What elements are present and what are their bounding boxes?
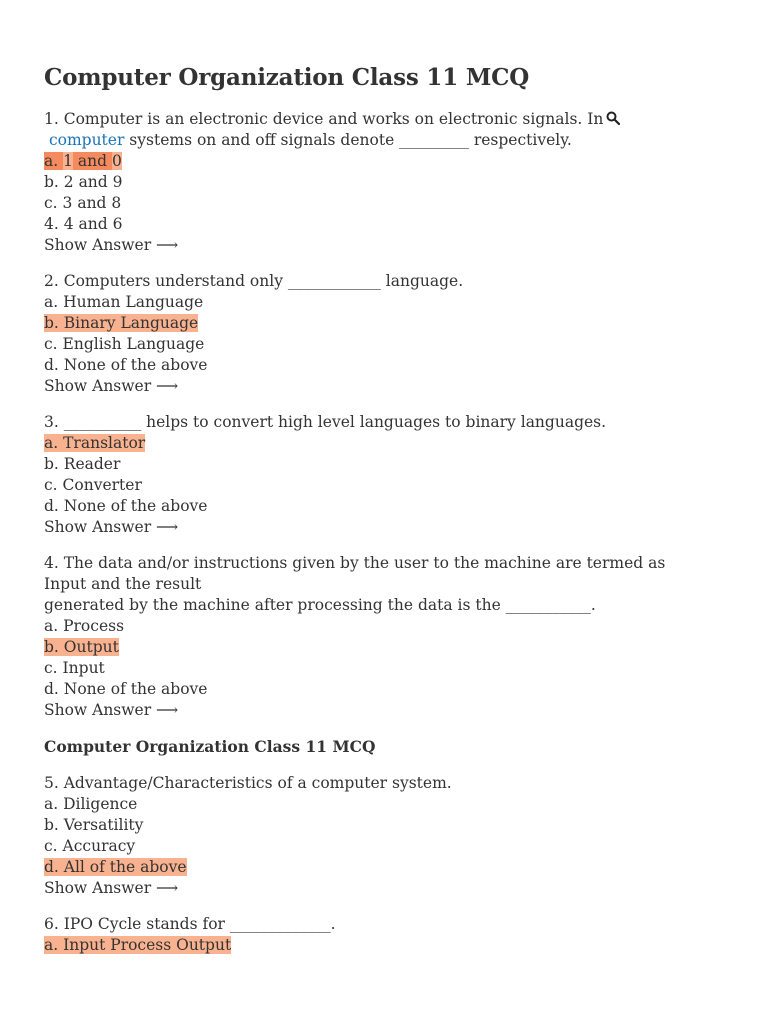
question-6-text: 6. IPO Cycle stands for _____________. [44,915,336,933]
question-4-option-b [44,637,724,658]
question-4-text-line-3: generated by the machine after processing the data is the ___________. [44,596,596,614]
question-2-option-b [44,313,724,334]
search-icon[interactable] [606,110,618,124]
option-a-value-0: 0 [111,152,122,170]
question-5-option-b: b. Versatility [44,816,144,834]
highlighted-answer: b. Output [44,638,119,656]
show-answer-link[interactable]: Show Answer ⟶ [44,236,179,254]
show-answer-link[interactable]: Show Answer ⟶ [44,879,179,897]
question-6 [44,914,724,956]
question-3-text: 3. __________ helps to convert high level languages to binary languages. [44,413,607,431]
page-title: Computer Organization Class 11 MCQ [44,64,530,91]
question-3-option-c: c. Converter [44,476,142,494]
question-4-option-c: c. Input [44,659,105,677]
question-2-option-c: c. English Language [44,335,205,353]
question-1-option-a [44,151,724,172]
question-5-text: 5. Advantage/Characteristics of a computer system. [44,774,452,792]
option-a-and: and [72,152,112,170]
question-3-option-a [44,433,724,454]
question-3 [44,412,724,538]
question-1-line-1: 1. Computer is an electronic device and works on electronic signals. In [44,110,604,128]
highlighted-answer: b. Binary Language [44,314,199,332]
question-3-option-d: d. None of the above [44,497,208,515]
highlighted-answer: d. All of the above [44,858,187,876]
question-5-option-d [44,857,724,878]
question-2-option-d: d. None of the above [44,356,208,374]
question-1 [44,109,724,256]
question-4-text-line-2: Input and the result [44,575,202,593]
question-5-option-c: c. Accuracy [44,837,136,855]
question-1-text-line-2 [44,130,724,151]
highlighted-answer: a. Input Process Output [44,936,232,954]
question-6-option-a [44,935,724,956]
question-1-text-line-1 [44,109,724,130]
question-4 [44,553,724,721]
question-2-option-a: a. Human Language [44,293,204,311]
option-a-value-1: 1 [63,152,73,170]
question-3-option-b: b. Reader [44,455,121,473]
question-4-option-a: a. Process [44,617,125,635]
show-answer-link[interactable]: Show Answer ⟶ [44,701,179,719]
question-2-text: 2. Computers understand only ____________ language. [44,272,464,290]
question-2 [44,271,724,397]
question-1-option-b: b. 2 and 9 [44,173,123,191]
question-4-text-line-1: 4. The data and/or instructions given by the user to the machine are termed as [44,554,666,572]
computer-link[interactable]: computer [48,131,125,149]
show-answer-link[interactable]: Show Answer ⟶ [44,377,179,395]
question-1-option-d: 4. 4 and 6 [44,215,123,233]
question-4-option-d: d. None of the above [44,680,208,698]
question-5-option-a: a. Diligence [44,795,138,813]
question-5 [44,773,724,899]
option-a-prefix: a. [44,152,64,170]
show-answer-link[interactable]: Show Answer ⟶ [44,518,179,536]
section-heading: Computer Organization Class 11 MCQ [44,737,376,756]
question-1-line-2: systems on and off signals denote _________ respectively. [124,131,572,149]
highlighted-answer: a. Translator [44,434,146,452]
question-1-option-c: c. 3 and 8 [44,194,122,212]
